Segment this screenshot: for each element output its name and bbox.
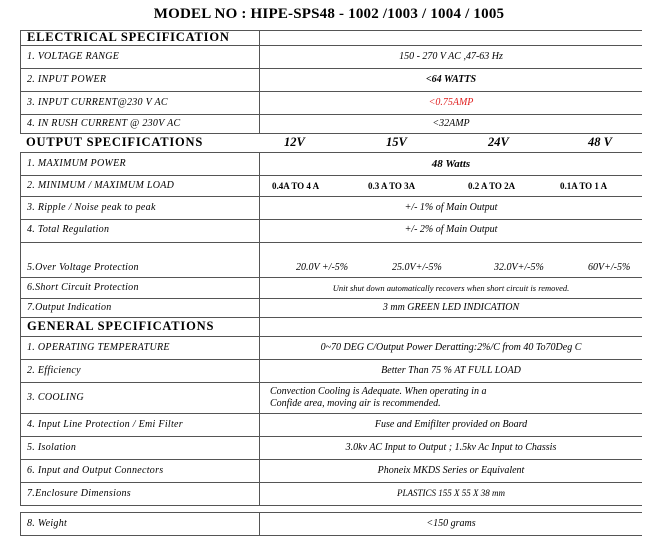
cooling-value <box>270 386 632 410</box>
row-label: 2. INPUT POWER <box>27 74 107 85</box>
row-label: 3. INPUT CURRENT@230 V AC <box>27 97 168 108</box>
row-label: 4. Input Line Protection / Emi Filter <box>27 419 183 430</box>
row-value: <32AMP <box>432 118 470 129</box>
row-value: 0~70 DEG C/Output Power Deratting:2%/C from 40 To70Deg C <box>320 342 582 353</box>
row-label: 4. IN RUSH CURRENT @ 230V AC <box>27 118 181 129</box>
row-label: 7.Enclosure Dimensions <box>27 488 131 499</box>
load-15v: 0.3 A TO 3A <box>368 181 416 191</box>
row-value: Fuse and Emifilter provided on Board <box>374 419 528 430</box>
table-row <box>20 153 642 176</box>
row-label: 4. Total Regulation <box>27 224 110 235</box>
row-value: +/- 1% of Main Output <box>404 202 498 213</box>
row-label: 3. Ripple / Noise peak to peak <box>27 202 156 213</box>
cooling-line-2: Confide area, moving air is recommended. <box>270 398 441 409</box>
ovp-48v: 60V+/-5% <box>588 262 631 273</box>
row-label: 6. Input and Output Connectors <box>27 465 164 476</box>
row-label: 1. MAXIMUM POWER <box>27 158 126 169</box>
row-label: 2. MINIMUM / MAXIMUM LOAD <box>27 180 175 191</box>
row-label: 5.Over Voltage Protection <box>27 262 139 273</box>
row-label: 6.Short Circuit Protection <box>27 282 139 293</box>
table-row <box>20 115 642 134</box>
row-value: <150 grams <box>426 518 476 529</box>
voltage-48v: 48 V <box>588 135 612 149</box>
ovp-12v: 20.0V +/-5% <box>296 262 349 273</box>
table-row <box>20 69 642 92</box>
general-header: GENERAL SPECIFICATIONS <box>27 319 215 333</box>
row-label: 1. VOLTAGE RANGE <box>27 51 120 62</box>
voltage-15v: 15V <box>386 135 407 149</box>
row-value: Unit shut down automatically recovers when short circuit is removed. <box>332 283 570 293</box>
table-row <box>20 512 642 536</box>
voltage-24v: 24V <box>488 135 509 149</box>
table-row <box>20 197 642 220</box>
row-value: 48 Watts <box>431 158 471 170</box>
row-value: 3 mm GREEN LED INDICATION <box>382 302 520 313</box>
table-row <box>20 243 642 278</box>
electrical-header-row <box>20 30 642 46</box>
page-title: MODEL NO : HIPE-SPS48 - 1002 /1003 / 1004 / 1005 <box>153 6 505 22</box>
row-value: 150 - 270 V AC ,47-63 Hz <box>399 51 503 62</box>
row-value-highlight: <0.75AMP <box>428 97 474 108</box>
table-row <box>20 414 642 437</box>
table-row <box>20 299 642 318</box>
table-row <box>20 337 642 360</box>
row-label: 2. Efficiency <box>27 365 81 376</box>
table-row <box>20 176 642 197</box>
ovp-15v: 25.0V+/-5% <box>392 262 442 273</box>
row-label: 7.Output Indication <box>27 302 112 313</box>
spec-table <box>20 30 642 536</box>
row-value: PLASTICS 155 X 55 X 38 mm <box>397 488 505 498</box>
output-header: OUTPUT SPECIFICATIONS <box>26 135 204 149</box>
table-row <box>20 483 642 506</box>
table-row <box>20 92 642 115</box>
table-row <box>20 220 642 243</box>
electrical-header: ELECTRICAL SPECIFICATION <box>27 30 230 44</box>
load-48v: 0.1A TO 1 A <box>560 181 608 191</box>
table-row <box>20 437 642 460</box>
voltage-12v: 12V <box>284 135 305 149</box>
table-row <box>20 383 642 414</box>
general-header-row <box>20 318 642 337</box>
row-label: 3. COOLING <box>27 392 84 403</box>
row-value: Better Than 75 % AT FULL LOAD <box>381 365 521 376</box>
load-24v: 0.2 A TO 2A <box>468 181 516 191</box>
output-header-row <box>20 134 642 153</box>
cooling-line-1: Convection Cooling is Adequate. When operating in a <box>270 386 487 397</box>
row-label: 1. OPERATING TEMPERATURE <box>27 342 170 353</box>
row-value: 3.0kv AC Input to Output ; 1.5kv Ac Input to Chassis <box>345 442 557 453</box>
row-label: 5. Isolation <box>27 442 77 453</box>
table-row <box>20 360 642 383</box>
table-row <box>20 460 642 483</box>
ovp-24v: 32.0V+/-5% <box>494 262 544 273</box>
row-label: 8. Weight <box>27 518 68 529</box>
row-value: Phoneix MKDS Series or Equivalent <box>377 465 525 476</box>
table-row <box>20 46 642 69</box>
row-value: <64 WATTS <box>425 74 477 85</box>
table-row <box>20 278 642 299</box>
row-value: +/- 2% of Main Output <box>404 224 498 235</box>
load-12v: 0.4A TO 4 A <box>272 181 320 191</box>
